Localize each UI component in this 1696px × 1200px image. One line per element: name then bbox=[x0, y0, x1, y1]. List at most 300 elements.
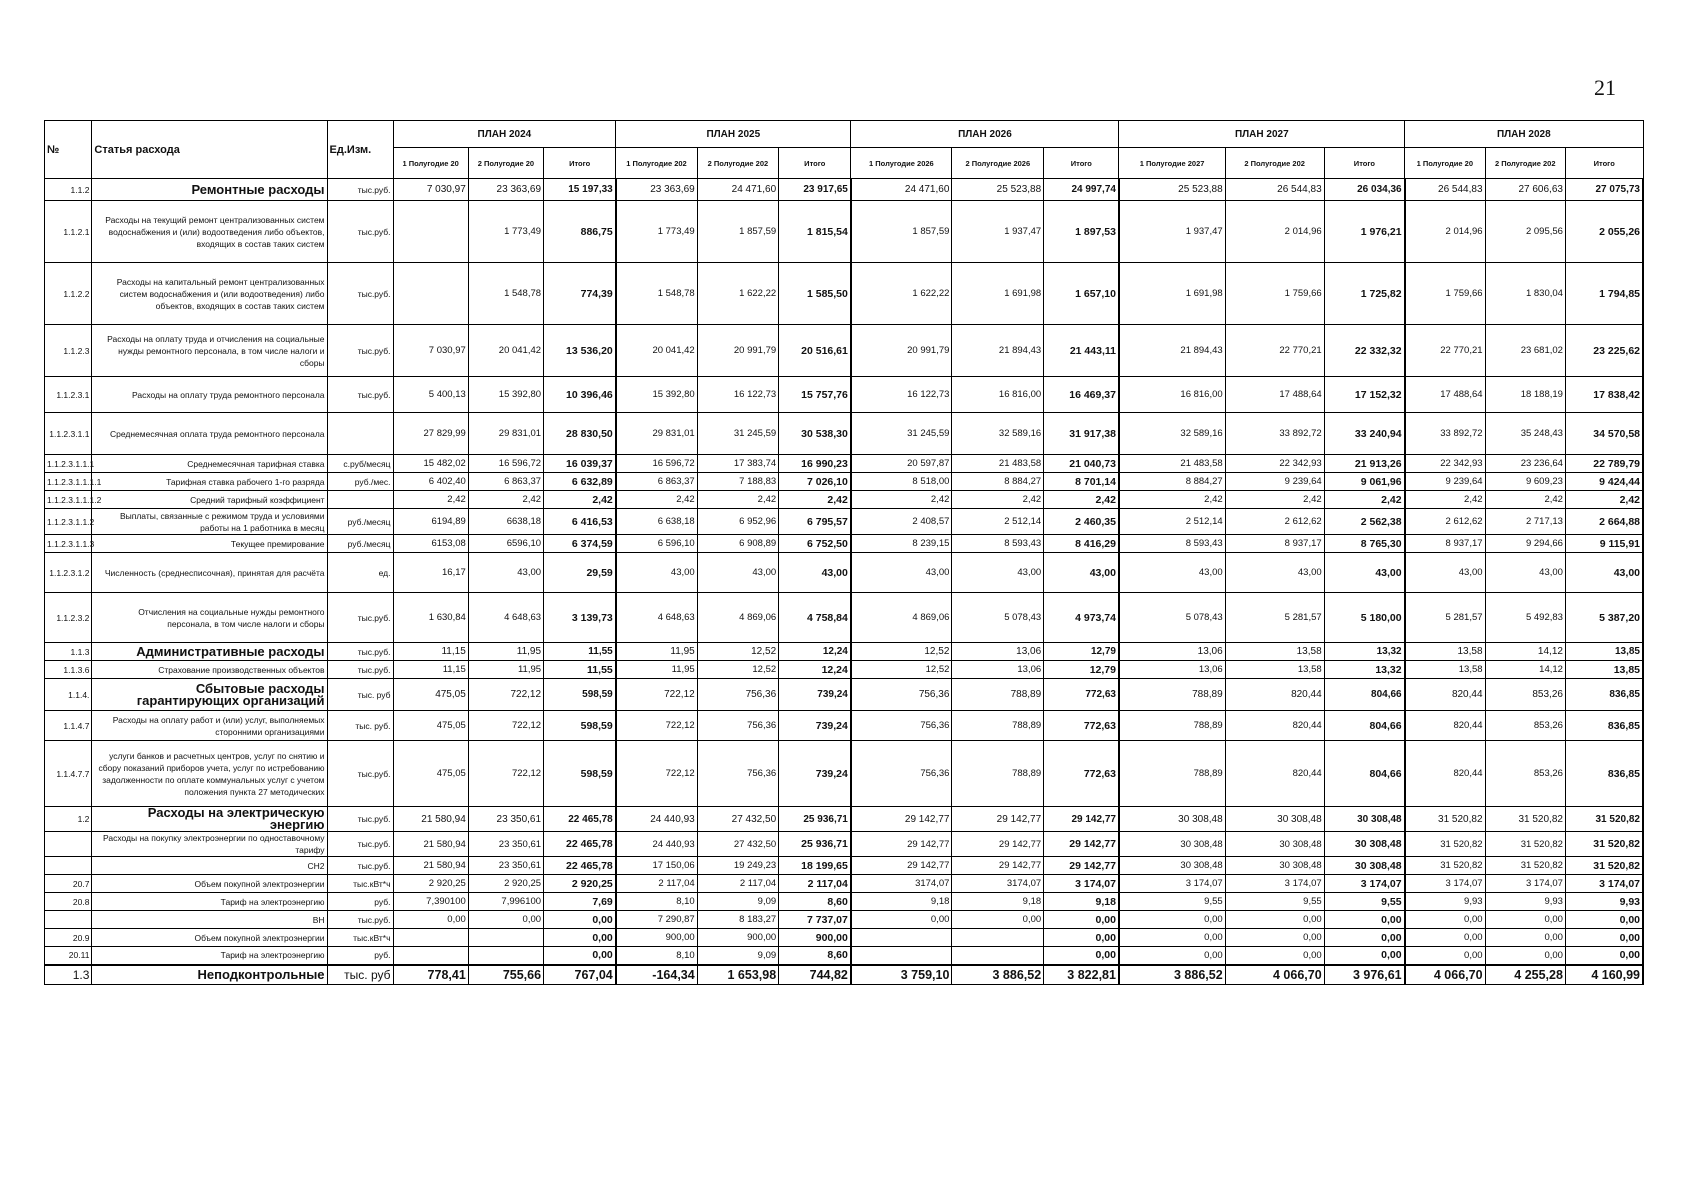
total-cell: 43,00 bbox=[1044, 553, 1119, 593]
value-cell: 7 188,83 bbox=[697, 473, 778, 491]
total-cell: 3 174,07 bbox=[1044, 875, 1119, 893]
value-cell: 11,95 bbox=[616, 661, 697, 679]
row-code: 1.2 bbox=[45, 807, 92, 832]
value-cell: 6153,08 bbox=[393, 535, 468, 553]
value-cell: 11,95 bbox=[616, 643, 697, 661]
value-cell: 43,00 bbox=[1405, 553, 1485, 593]
row-code: 1.1.2.3.1.1.2 bbox=[45, 509, 92, 535]
value-cell: 21 894,43 bbox=[1119, 325, 1225, 377]
value-cell: 13,58 bbox=[1225, 661, 1324, 679]
row-unit: тыс. руб bbox=[327, 679, 393, 711]
value-cell: 18 188,19 bbox=[1485, 377, 1565, 413]
value-cell: 0,00 bbox=[1225, 947, 1324, 965]
value-cell: 23 350,61 bbox=[468, 807, 543, 832]
value-cell: 2,42 bbox=[1225, 491, 1324, 509]
total-cell: 22 789,79 bbox=[1565, 455, 1643, 473]
value-cell: 3 886,52 bbox=[1119, 965, 1225, 985]
value-cell: 9,55 bbox=[1225, 893, 1324, 911]
value-cell: 0,00 bbox=[952, 911, 1044, 929]
total-cell: 25 936,71 bbox=[779, 807, 851, 832]
total-cell: 9,55 bbox=[1324, 893, 1404, 911]
total-cell: 18 199,65 bbox=[779, 857, 851, 875]
row-item-name: Средний тарифный коэффициент bbox=[92, 491, 327, 509]
value-cell: 1 548,78 bbox=[468, 263, 543, 325]
total-header: Итого bbox=[544, 148, 616, 179]
row-unit: тыс.кВт*ч bbox=[327, 875, 393, 893]
total-cell: 10 396,46 bbox=[544, 377, 616, 413]
value-cell: 820,44 bbox=[1405, 741, 1485, 807]
row-unit: руб./мес. bbox=[327, 473, 393, 491]
value-cell: 31 245,59 bbox=[697, 413, 778, 455]
total-cell: 29 142,77 bbox=[1044, 832, 1119, 857]
total-cell: 13,85 bbox=[1565, 643, 1643, 661]
total-cell: 7,69 bbox=[544, 893, 616, 911]
value-cell: 21 483,58 bbox=[1119, 455, 1225, 473]
row-code: 1.1.2.3.1.1.1.2 bbox=[45, 491, 92, 509]
value-cell: 722,12 bbox=[616, 679, 697, 711]
value-cell: 756,36 bbox=[697, 679, 778, 711]
total-cell: 4 758,84 bbox=[779, 593, 851, 643]
total-header: Итого bbox=[1324, 148, 1404, 179]
value-cell: 13,58 bbox=[1405, 661, 1485, 679]
value-cell: 5 078,43 bbox=[952, 593, 1044, 643]
value-cell: 820,44 bbox=[1225, 711, 1324, 741]
value-cell: 12,52 bbox=[851, 661, 952, 679]
value-cell: 756,36 bbox=[851, 741, 952, 807]
total-cell: 0,00 bbox=[1565, 929, 1643, 947]
row-item-name: Расходы на оплату работ и (или) услуг, выполняемых сторонними организациями bbox=[92, 711, 327, 741]
total-cell: 0,00 bbox=[544, 929, 616, 947]
total-cell: 4 160,99 bbox=[1565, 965, 1643, 985]
value-cell: 11,95 bbox=[468, 643, 543, 661]
value-cell: 3 174,07 bbox=[1225, 875, 1324, 893]
half1-header: 1 Полугодие 20 bbox=[1405, 148, 1485, 179]
total-cell: 598,59 bbox=[544, 741, 616, 807]
table-row bbox=[45, 179, 1644, 201]
total-cell: 22 465,78 bbox=[544, 857, 616, 875]
total-cell: 13,85 bbox=[1565, 661, 1643, 679]
value-cell: 27 432,50 bbox=[697, 807, 778, 832]
value-cell: 12,52 bbox=[697, 643, 778, 661]
value-cell: 29 142,77 bbox=[851, 807, 952, 832]
value-cell: 24 440,93 bbox=[616, 807, 697, 832]
row-unit: тыс.руб. bbox=[327, 377, 393, 413]
total-cell: 31 917,38 bbox=[1044, 413, 1119, 455]
value-cell: 820,44 bbox=[1225, 679, 1324, 711]
row-unit: руб./месяц bbox=[327, 535, 393, 553]
total-cell: 804,66 bbox=[1324, 711, 1404, 741]
total-cell: 15 197,33 bbox=[544, 179, 616, 201]
value-cell: 8 593,43 bbox=[952, 535, 1044, 553]
value-cell: 30 308,48 bbox=[1119, 832, 1225, 857]
value-cell: 31 520,82 bbox=[1485, 807, 1565, 832]
value-cell: 31 520,82 bbox=[1405, 807, 1485, 832]
total-cell: 31 520,82 bbox=[1565, 807, 1643, 832]
value-cell: 13,06 bbox=[952, 643, 1044, 661]
value-cell: 788,89 bbox=[952, 679, 1044, 711]
total-cell: 774,39 bbox=[544, 263, 616, 325]
value-cell: 13,06 bbox=[1119, 643, 1225, 661]
value-cell: 11,15 bbox=[393, 643, 468, 661]
row-unit: тыс.руб. bbox=[327, 201, 393, 263]
value-cell bbox=[393, 947, 468, 965]
table-row bbox=[45, 661, 1644, 679]
value-cell: 3 174,07 bbox=[1485, 875, 1565, 893]
value-cell: 5 281,57 bbox=[1405, 593, 1485, 643]
value-cell: 756,36 bbox=[851, 679, 952, 711]
value-cell: 5 281,57 bbox=[1225, 593, 1324, 643]
value-cell: 3 886,52 bbox=[952, 965, 1044, 985]
total-cell: 29 142,77 bbox=[1044, 857, 1119, 875]
value-cell: 0,00 bbox=[1485, 947, 1565, 965]
value-cell: 43,00 bbox=[851, 553, 952, 593]
total-cell: 16 990,23 bbox=[779, 455, 851, 473]
row-item-name: СН2 bbox=[92, 857, 327, 875]
table-row bbox=[45, 473, 1644, 491]
total-cell: 0,00 bbox=[1044, 929, 1119, 947]
value-cell: 820,44 bbox=[1405, 679, 1485, 711]
value-cell: 1 630,84 bbox=[393, 593, 468, 643]
value-cell: 6596,10 bbox=[468, 535, 543, 553]
total-cell: 804,66 bbox=[1324, 679, 1404, 711]
half2-header: 2 Полугодие 20 bbox=[468, 148, 543, 179]
table-row bbox=[45, 807, 1644, 832]
value-cell: 2,42 bbox=[616, 491, 697, 509]
total-cell: 30 308,48 bbox=[1324, 832, 1404, 857]
value-cell: 12,52 bbox=[851, 643, 952, 661]
value-cell: 853,26 bbox=[1485, 741, 1565, 807]
table-row bbox=[45, 947, 1644, 965]
total-cell: 43,00 bbox=[1324, 553, 1404, 593]
value-cell: 43,00 bbox=[616, 553, 697, 593]
row-item-name: Тариф на электроэнергию bbox=[92, 893, 327, 911]
value-cell: 722,12 bbox=[468, 679, 543, 711]
value-cell: 13,58 bbox=[1405, 643, 1485, 661]
value-cell: 23 363,69 bbox=[468, 179, 543, 201]
col-num-header: № bbox=[45, 121, 92, 179]
value-cell: 14,12 bbox=[1485, 643, 1565, 661]
total-cell: 0,00 bbox=[1565, 911, 1643, 929]
value-cell: 5 400,13 bbox=[393, 377, 468, 413]
total-cell: 2 664,88 bbox=[1565, 509, 1643, 535]
value-cell: 30 308,48 bbox=[1225, 857, 1324, 875]
total-cell: 2 920,25 bbox=[544, 875, 616, 893]
value-cell: 1 773,49 bbox=[468, 201, 543, 263]
value-cell: 23 681,02 bbox=[1485, 325, 1565, 377]
value-cell: 2 117,04 bbox=[697, 875, 778, 893]
value-cell: 31 245,59 bbox=[851, 413, 952, 455]
value-cell: 788,89 bbox=[1119, 679, 1225, 711]
value-cell: 29 142,77 bbox=[952, 807, 1044, 832]
total-cell: 8 701,14 bbox=[1044, 473, 1119, 491]
value-cell: 15 392,80 bbox=[616, 377, 697, 413]
value-cell: 12,52 bbox=[697, 661, 778, 679]
total-cell: 2 055,26 bbox=[1565, 201, 1643, 263]
value-cell: 26 544,83 bbox=[1225, 179, 1324, 201]
total-cell: 25 936,71 bbox=[779, 832, 851, 857]
total-cell: 12,79 bbox=[1044, 661, 1119, 679]
total-cell: 6 416,53 bbox=[544, 509, 616, 535]
total-cell: 6 752,50 bbox=[779, 535, 851, 553]
value-cell bbox=[952, 947, 1044, 965]
total-cell: 2,42 bbox=[1324, 491, 1404, 509]
total-cell: 3 822,81 bbox=[1044, 965, 1119, 985]
value-cell: 8,10 bbox=[616, 947, 697, 965]
total-cell: 767,04 bbox=[544, 965, 616, 985]
value-cell: 9 294,66 bbox=[1485, 535, 1565, 553]
row-unit bbox=[327, 413, 393, 455]
row-unit: тыс.руб. bbox=[327, 593, 393, 643]
value-cell: 30 308,48 bbox=[1225, 832, 1324, 857]
table-row bbox=[45, 711, 1644, 741]
value-cell: 900,00 bbox=[616, 929, 697, 947]
value-cell: 2 612,62 bbox=[1405, 509, 1485, 535]
total-cell: 836,85 bbox=[1565, 741, 1643, 807]
value-cell: 20 991,79 bbox=[697, 325, 778, 377]
table-row bbox=[45, 875, 1644, 893]
value-cell: 8 884,27 bbox=[952, 473, 1044, 491]
value-cell: 4 255,28 bbox=[1485, 965, 1565, 985]
value-cell: 8 518,00 bbox=[851, 473, 952, 491]
row-code: 1.1.2 bbox=[45, 179, 92, 201]
year-header-2024: ПЛАН 2024 bbox=[393, 121, 616, 148]
row-unit: тыс.руб. bbox=[327, 807, 393, 832]
row-item-name: ВН bbox=[92, 911, 327, 929]
value-cell: 31 520,82 bbox=[1485, 832, 1565, 857]
value-cell: 9,18 bbox=[952, 893, 1044, 911]
row-code: 20.11 bbox=[45, 947, 92, 965]
value-cell: 27 606,63 bbox=[1485, 179, 1565, 201]
row-unit: ед. bbox=[327, 553, 393, 593]
row-code: 20.8 bbox=[45, 893, 92, 911]
year-header-2028: ПЛАН 2028 bbox=[1405, 121, 1643, 148]
value-cell: 2 717,13 bbox=[1485, 509, 1565, 535]
value-cell: 0,00 bbox=[1405, 929, 1485, 947]
value-cell: 32 589,16 bbox=[1119, 413, 1225, 455]
half1-header: 1 Полугодие 2027 bbox=[1119, 148, 1225, 179]
total-cell: 21 443,11 bbox=[1044, 325, 1119, 377]
row-code: 1.1.4.7.7 bbox=[45, 741, 92, 807]
total-cell: 836,85 bbox=[1565, 679, 1643, 711]
value-cell: 4 869,06 bbox=[697, 593, 778, 643]
total-cell: 886,75 bbox=[544, 201, 616, 263]
value-cell: 853,26 bbox=[1485, 711, 1565, 741]
row-item-name: Ремонтные расходы bbox=[92, 179, 327, 201]
total-cell: 22 332,32 bbox=[1324, 325, 1404, 377]
total-cell: 3 174,07 bbox=[1565, 875, 1643, 893]
table-row bbox=[45, 741, 1644, 807]
value-cell: 6 908,89 bbox=[697, 535, 778, 553]
value-cell: 16 122,73 bbox=[851, 377, 952, 413]
half2-header: 2 Полугодие 202 bbox=[1225, 148, 1324, 179]
total-cell: 13 536,20 bbox=[544, 325, 616, 377]
row-item-name: услуги банков и расчетных центров, услуг по снятию и сбору показаний приборов учета, услуг по истребованию задолженности по оплате коммунальных услуг с учетом положения пункта 27 методических bbox=[92, 741, 327, 807]
value-cell: 3 759,10 bbox=[851, 965, 952, 985]
value-cell: -164,34 bbox=[616, 965, 697, 985]
total-cell: 30 308,48 bbox=[1324, 807, 1404, 832]
value-cell: 722,12 bbox=[616, 711, 697, 741]
value-cell: 1 937,47 bbox=[952, 201, 1044, 263]
value-cell: 9 239,64 bbox=[1405, 473, 1485, 491]
half2-header: 2 Полугодие 202 bbox=[697, 148, 778, 179]
total-cell: 34 570,58 bbox=[1565, 413, 1643, 455]
total-cell: 2 117,04 bbox=[779, 875, 851, 893]
value-cell bbox=[952, 929, 1044, 947]
row-item-name: Сбытовые расходы гарантирующих организаций bbox=[92, 679, 327, 711]
value-cell: 43,00 bbox=[1225, 553, 1324, 593]
total-cell: 22 465,78 bbox=[544, 807, 616, 832]
total-cell: 2,42 bbox=[544, 491, 616, 509]
value-cell: 8 937,17 bbox=[1405, 535, 1485, 553]
value-cell: 756,36 bbox=[697, 711, 778, 741]
row-code: 1.1.2.3.1.1.3 bbox=[45, 535, 92, 553]
value-cell: 20 041,42 bbox=[468, 325, 543, 377]
value-cell: 0,00 bbox=[468, 911, 543, 929]
value-cell: 31 520,82 bbox=[1485, 857, 1565, 875]
value-cell: 2 512,14 bbox=[1119, 509, 1225, 535]
row-unit: тыс.кВт*ч bbox=[327, 929, 393, 947]
total-cell: 11,55 bbox=[544, 661, 616, 679]
value-cell: 7,996100 bbox=[468, 893, 543, 911]
value-cell: 8,10 bbox=[616, 893, 697, 911]
value-cell: 1 759,66 bbox=[1405, 263, 1485, 325]
total-cell: 8,60 bbox=[779, 947, 851, 965]
total-cell: 772,63 bbox=[1044, 711, 1119, 741]
row-item-name: Расходы на оплату труда и отчисления на социальные нужды ремонтного персонала, в том числе налоги и сборы bbox=[92, 325, 327, 377]
total-cell: 28 830,50 bbox=[544, 413, 616, 455]
value-cell: 32 589,16 bbox=[952, 413, 1044, 455]
row-unit: руб. bbox=[327, 893, 393, 911]
value-cell: 21 580,94 bbox=[393, 807, 468, 832]
value-cell: 43,00 bbox=[697, 553, 778, 593]
table-row bbox=[45, 201, 1644, 263]
total-cell: 744,82 bbox=[779, 965, 851, 985]
value-cell: 23 350,61 bbox=[468, 832, 543, 857]
table-row bbox=[45, 535, 1644, 553]
row-item-name: Расходы на капитальный ремонт централизованных систем водоснабжения и (или водоотведения) либо объектов, входящих в состав таких систем bbox=[92, 263, 327, 325]
value-cell bbox=[468, 929, 543, 947]
year-header-2027: ПЛАН 2027 bbox=[1119, 121, 1405, 148]
value-cell: 2 920,25 bbox=[468, 875, 543, 893]
value-cell: 722,12 bbox=[616, 741, 697, 807]
row-code: 1.1.4. bbox=[45, 679, 92, 711]
table-body bbox=[45, 179, 1644, 985]
total-cell: 1 657,10 bbox=[1044, 263, 1119, 325]
value-cell: 16 122,73 bbox=[697, 377, 778, 413]
row-item-name: Численность (среднесписочная), принятая для расчёта bbox=[92, 553, 327, 593]
value-cell: 820,44 bbox=[1225, 741, 1324, 807]
total-cell: 31 520,82 bbox=[1565, 857, 1643, 875]
value-cell: 20 597,87 bbox=[851, 455, 952, 473]
value-cell: 788,89 bbox=[1119, 741, 1225, 807]
value-cell: 8 183,27 bbox=[697, 911, 778, 929]
value-cell: 30 308,48 bbox=[1225, 807, 1324, 832]
value-cell: 16 596,72 bbox=[616, 455, 697, 473]
year-header-2025: ПЛАН 2025 bbox=[616, 121, 851, 148]
total-cell: 0,00 bbox=[1044, 947, 1119, 965]
row-item-name: Среднемесячная тарифная ставка bbox=[92, 455, 327, 473]
total-cell: 2 562,38 bbox=[1324, 509, 1404, 535]
value-cell: 0,00 bbox=[1405, 947, 1485, 965]
year-header-2026: ПЛАН 2026 bbox=[851, 121, 1119, 148]
total-cell: 0,00 bbox=[1324, 947, 1404, 965]
row-code: 1.3 bbox=[45, 965, 92, 985]
value-cell: 0,00 bbox=[393, 911, 468, 929]
value-cell: 2,42 bbox=[697, 491, 778, 509]
total-cell: 17 152,32 bbox=[1324, 377, 1404, 413]
total-cell: 804,66 bbox=[1324, 741, 1404, 807]
table-row bbox=[45, 593, 1644, 643]
value-cell: 16 816,00 bbox=[1119, 377, 1225, 413]
table-row bbox=[45, 893, 1644, 911]
total-cell: 9 115,91 bbox=[1565, 535, 1643, 553]
value-cell: 25 523,88 bbox=[952, 179, 1044, 201]
table-row bbox=[45, 679, 1644, 711]
value-cell: 29 831,01 bbox=[468, 413, 543, 455]
total-cell: 13,32 bbox=[1324, 643, 1404, 661]
row-unit: тыс.руб. bbox=[327, 857, 393, 875]
table-row bbox=[45, 509, 1644, 535]
value-cell: 2,42 bbox=[1119, 491, 1225, 509]
total-cell: 30 308,48 bbox=[1324, 857, 1404, 875]
value-cell: 29 831,01 bbox=[616, 413, 697, 455]
value-cell: 31 520,82 bbox=[1405, 857, 1485, 875]
total-cell: 22 465,78 bbox=[544, 832, 616, 857]
value-cell bbox=[393, 929, 468, 947]
total-cell: 33 240,94 bbox=[1324, 413, 1404, 455]
table-row bbox=[45, 832, 1644, 857]
row-unit: тыс. руб. bbox=[327, 711, 393, 741]
table-row bbox=[45, 553, 1644, 593]
total-cell: 8,60 bbox=[779, 893, 851, 911]
row-item-name: Отчисления на социальные нужды ремонтного персонала, в том числе налоги и сборы bbox=[92, 593, 327, 643]
row-unit: руб./месяц bbox=[327, 509, 393, 535]
total-cell: 12,24 bbox=[779, 643, 851, 661]
value-cell: 9,09 bbox=[697, 893, 778, 911]
total-cell: 23 917,65 bbox=[779, 179, 851, 201]
value-cell: 16 816,00 bbox=[952, 377, 1044, 413]
value-cell: 7 290,87 bbox=[616, 911, 697, 929]
value-cell: 2 014,96 bbox=[1405, 201, 1485, 263]
value-cell: 11,95 bbox=[468, 661, 543, 679]
value-cell: 22 770,21 bbox=[1405, 325, 1485, 377]
value-cell: 4 066,70 bbox=[1405, 965, 1485, 985]
value-cell: 2 117,04 bbox=[616, 875, 697, 893]
value-cell: 1 653,98 bbox=[697, 965, 778, 985]
value-cell: 2,42 bbox=[1485, 491, 1565, 509]
value-cell: 3 174,07 bbox=[1405, 875, 1485, 893]
total-cell: 17 838,42 bbox=[1565, 377, 1643, 413]
value-cell: 0,00 bbox=[1485, 911, 1565, 929]
value-cell: 2 920,25 bbox=[393, 875, 468, 893]
total-cell: 900,00 bbox=[779, 929, 851, 947]
total-cell: 0,00 bbox=[1324, 929, 1404, 947]
value-cell: 0,00 bbox=[1485, 929, 1565, 947]
value-cell: 2 408,57 bbox=[851, 509, 952, 535]
total-cell: 9,18 bbox=[1044, 893, 1119, 911]
total-cell: 7 026,10 bbox=[779, 473, 851, 491]
value-cell: 788,89 bbox=[952, 711, 1044, 741]
total-cell: 3 139,73 bbox=[544, 593, 616, 643]
value-cell: 3174,07 bbox=[851, 875, 952, 893]
total-cell: 9 424,44 bbox=[1565, 473, 1643, 491]
value-cell: 9,09 bbox=[697, 947, 778, 965]
table-row bbox=[45, 455, 1644, 473]
total-cell: 16 039,37 bbox=[544, 455, 616, 473]
value-cell: 30 308,48 bbox=[1119, 807, 1225, 832]
value-cell: 755,66 bbox=[468, 965, 543, 985]
value-cell: 5 078,43 bbox=[1119, 593, 1225, 643]
